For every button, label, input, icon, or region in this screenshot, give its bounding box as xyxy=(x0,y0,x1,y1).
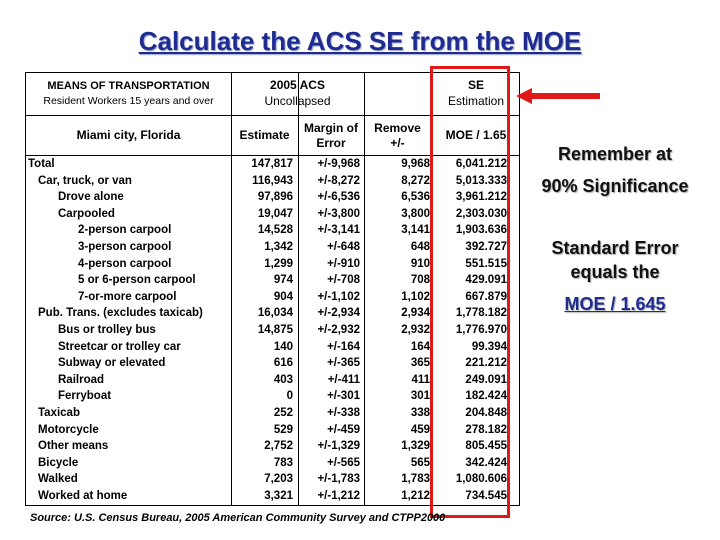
row-label: Streetcar or trolley car xyxy=(58,340,181,353)
estimate-cell: 14,528 xyxy=(257,224,293,237)
col-remove-line2: +/- xyxy=(390,136,405,150)
remove-cell: 1,102 xyxy=(401,290,430,303)
moe-cell: +/-708 xyxy=(327,274,360,287)
row-label: 7-or-more carpool xyxy=(78,290,177,303)
se-cell: 204.848 xyxy=(465,407,507,419)
moe-cell: +/-3,800 xyxy=(317,207,360,220)
se-cell: 805.455 xyxy=(465,440,507,453)
moe-cell: +/-1,783 xyxy=(317,473,360,486)
note-se-line2: equals the xyxy=(570,262,660,282)
se-cell: 1,776.970 xyxy=(455,324,507,336)
moe-cell: +/-910 xyxy=(327,257,360,270)
remove-cell: 164 xyxy=(410,340,430,353)
row-label: Walked xyxy=(38,473,78,486)
estimate-cell: 529 xyxy=(273,423,293,436)
place-label: Miami city, Florida xyxy=(76,128,181,142)
se-cell: 429.091 xyxy=(465,274,507,287)
estimate-cell: 1,342 xyxy=(264,241,293,253)
row-label: Bicycle xyxy=(38,456,79,469)
se-cell: 249.091 xyxy=(465,373,507,386)
moe-cell: +/-338 xyxy=(327,407,360,419)
moe-cell: +/-2,932 xyxy=(317,324,360,336)
moe-cell: +/-365 xyxy=(327,357,360,370)
slide-title: Calculate the ACS SE from the MOE xyxy=(138,26,582,56)
moe-cell: +/-411 xyxy=(327,373,360,386)
remove-cell: 1,329 xyxy=(401,440,430,453)
estimate-cell: 2,752 xyxy=(264,440,293,453)
row-label: Subway or elevated xyxy=(58,357,166,370)
se-cell: 278.182 xyxy=(465,423,507,436)
estimate-cell: 252 xyxy=(273,407,293,419)
se-cell: 342.424 xyxy=(465,456,507,469)
row-label: Motorcycle xyxy=(38,423,99,436)
remove-cell: 6,536 xyxy=(401,191,430,204)
se-cell: 1,778.182 xyxy=(455,307,507,320)
se-cell: 182.424 xyxy=(465,390,507,403)
se-cell: 3,961.212 xyxy=(455,191,507,204)
se-cell: 6,041.212 xyxy=(455,158,507,170)
estimate-cell: 140 xyxy=(273,340,293,353)
remove-cell: 3,800 xyxy=(401,207,430,220)
estimate-cell: 974 xyxy=(273,274,293,287)
se-cell: 667.879 xyxy=(465,290,507,303)
remove-cell: 910 xyxy=(410,257,430,270)
moe-cell: +/-2,934 xyxy=(317,307,360,320)
estimate-cell: 14,875 xyxy=(257,324,293,336)
estimate-cell: 1,299 xyxy=(264,257,293,270)
remove-cell: 411 xyxy=(411,373,430,386)
estimate-cell: 3,321 xyxy=(264,490,293,502)
acs-header-line1: 2005 ACS xyxy=(270,78,325,92)
remove-cell: 648 xyxy=(410,241,430,253)
col-moe-line2: Error xyxy=(316,136,346,150)
moe-cell: +/-1,102 xyxy=(317,290,360,303)
estimate-cell: 16,034 xyxy=(257,307,293,320)
remove-cell: 1,212 xyxy=(401,490,430,502)
remove-cell: 459 xyxy=(410,423,430,436)
se-cell: 551.515 xyxy=(465,257,507,270)
moe-cell: +/-648 xyxy=(327,241,360,253)
acs-header-line2: Uncollapsed xyxy=(264,94,331,108)
col-moe-line1: Margin of xyxy=(304,121,358,135)
estimate-cell: 403 xyxy=(273,373,293,386)
remove-cell: 338 xyxy=(410,407,430,419)
row-label: Drove alone xyxy=(58,191,124,204)
col-estimate: Estimate xyxy=(239,128,290,142)
moe-cell: +/-301 xyxy=(327,390,360,403)
se-column-highlight xyxy=(430,66,510,518)
row-label: 3-person carpool xyxy=(78,241,172,253)
remove-cell: 8,272 xyxy=(401,174,430,187)
row-label: Other means xyxy=(38,440,109,453)
means-header: MEANS OF TRANSPORTATION xyxy=(47,80,210,92)
se-cell: 1,903.636 xyxy=(455,224,507,237)
estimate-cell: 783 xyxy=(273,456,293,469)
remove-cell: 365 xyxy=(410,357,430,370)
estimate-cell: 97,896 xyxy=(257,191,293,204)
row-label: Worked at home xyxy=(38,490,128,502)
row-label: 5 or 6-person carpool xyxy=(78,274,196,287)
moe-cell: +/-6,536 xyxy=(317,191,360,204)
se-header-line1: SE xyxy=(467,78,484,92)
source-note: Source: U.S. Census Bureau, 2005 American Community Survey and CTPP2000 xyxy=(30,512,446,524)
se-cell: 5,013.333 xyxy=(455,174,507,187)
row-label: Taxicab xyxy=(38,407,80,419)
remove-cell: 3,141 xyxy=(401,224,430,237)
se-cell: 734.545 xyxy=(465,490,507,502)
row-label: Carpooled xyxy=(58,207,115,220)
se-cell: 221.212 xyxy=(465,357,507,370)
estimate-cell: 616 xyxy=(273,357,293,370)
note-se-line1: Standard Error xyxy=(551,238,679,258)
arrow-left-icon xyxy=(516,88,602,104)
moe-cell: +/-565 xyxy=(327,456,360,469)
note-significance: 90% Significance xyxy=(541,176,689,196)
remove-cell: 2,934 xyxy=(401,307,430,320)
row-label: Car, truck, or van xyxy=(38,174,132,187)
note-formula: MOE / 1.645 xyxy=(564,294,666,314)
remove-cell: 565 xyxy=(410,456,430,469)
row-label: Ferryboat xyxy=(58,390,112,403)
universe-label: Resident Workers 15 years and over xyxy=(43,95,214,107)
note-remember: Remember at xyxy=(557,144,673,164)
row-label: Pub. Trans. (excludes taxicab) xyxy=(38,307,203,320)
se-header-line2: Estimation xyxy=(447,94,505,108)
remove-cell: 2,932 xyxy=(401,324,430,336)
remove-cell: 9,968 xyxy=(401,158,430,170)
row-label: Railroad xyxy=(58,373,105,386)
se-cell: 392.727 xyxy=(465,241,507,253)
estimate-cell: 7,203 xyxy=(264,473,293,486)
col-remove-line1: Remove xyxy=(374,121,421,135)
moe-cell: +/-1,329 xyxy=(317,440,360,453)
moe-cell: +/-459 xyxy=(327,423,360,436)
estimate-cell: 0 xyxy=(286,390,293,403)
moe-cell: +/-9,968 xyxy=(317,158,360,170)
se-cell: 99.394 xyxy=(471,340,507,353)
row-label: Bus or trolley bus xyxy=(58,324,156,336)
remove-cell: 1,783 xyxy=(401,473,430,486)
moe-cell: +/-164 xyxy=(327,340,360,353)
estimate-cell: 147,817 xyxy=(251,158,293,170)
se-cell: 1,080.606 xyxy=(455,473,507,486)
row-label: 4-person carpool xyxy=(78,257,172,270)
row-label: 2-person carpool xyxy=(78,224,172,237)
estimate-cell: 19,047 xyxy=(257,207,293,220)
remove-cell: 301 xyxy=(410,390,430,403)
remove-cell: 708 xyxy=(410,274,430,287)
estimate-cell: 116,943 xyxy=(252,174,293,187)
estimate-cell: 904 xyxy=(273,290,293,303)
col-se: MOE / 1.65 xyxy=(445,128,507,142)
moe-cell: +/-3,141 xyxy=(317,224,360,237)
se-cell: 2,303.030 xyxy=(455,207,507,220)
row-label: Total xyxy=(28,158,55,170)
moe-cell: +/-1,212 xyxy=(317,490,360,502)
moe-cell: +/-8,272 xyxy=(317,174,360,187)
